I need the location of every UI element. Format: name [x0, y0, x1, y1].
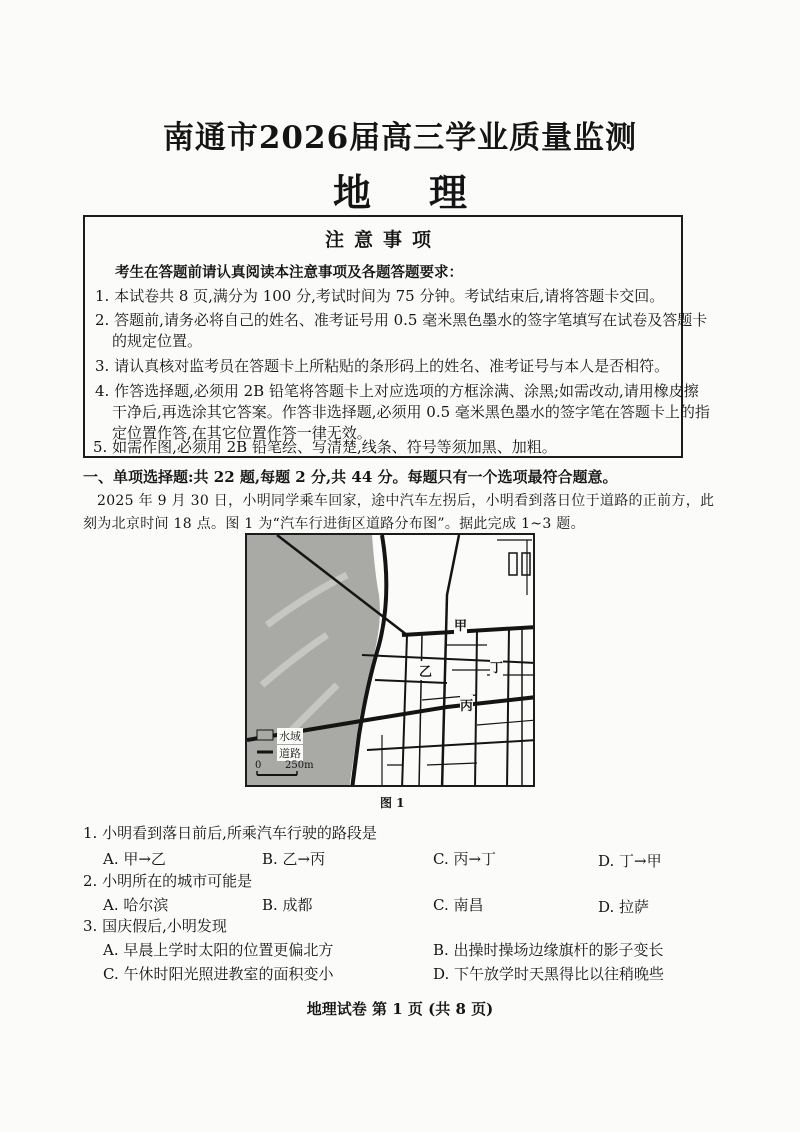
- street-ns-4: [507, 628, 509, 787]
- north-road: [442, 535, 459, 787]
- notice-item-2-cont: 的规定位置。: [112, 332, 203, 350]
- building-a: [509, 553, 517, 575]
- section-heading: 一、单项选择题:共 22 题,每题 2 分,共 44 分。每题只有一个选项最符合题意。: [83, 468, 618, 486]
- scale-zero-label: 0: [255, 760, 262, 771]
- question-2-option-b: B. 成都: [262, 896, 313, 914]
- figure-caption: 图 1: [380, 796, 405, 810]
- scale-distance-label: 250m: [285, 760, 314, 771]
- question-1-option-b: B. 乙→丙: [262, 850, 326, 868]
- notice-item-4-cont1: 干净后,再选涂其它答案。作答非选择题,必须用 0.5 毫米黑色墨水的签字笔在答题卡上的指: [112, 403, 710, 421]
- question-2-option-c: C. 南昌: [433, 896, 484, 914]
- label-yi: 乙: [419, 661, 432, 680]
- question-2-option-d: D. 拉萨: [598, 898, 650, 916]
- question-3-option-a: A. 早晨上学时太阳的位置更偏北方: [103, 941, 334, 959]
- page-footer: 地理试卷 第 1 页 (共 8 页): [306, 1000, 494, 1018]
- notice-item-3: 3. 请认真核对监考员在答题卡上所粘贴的条形码上的姓名、准考证号与本人是否相符。: [95, 357, 670, 375]
- notice-item-4: 4. 作答选择题,必须用 2B 铅笔将答题卡上对应选项的方框涂满、涂黑;如需改动,请用橡皮擦: [95, 382, 699, 400]
- notice-item-2: 2. 答题前,请务必将自己的姓名、准考证号用 0.5 毫米黑色墨水的签字笔填写在试卷及答题卡: [95, 311, 708, 329]
- question-3-option-d: D. 下午放学时天黑得比以往稍晚些: [433, 965, 665, 983]
- legend-road-label: 道路: [279, 747, 301, 760]
- building-b: [522, 553, 530, 575]
- legend-water-label: 水域: [279, 730, 301, 743]
- label-jia: 甲: [454, 615, 467, 634]
- question-3-option-c: C. 午休时阳光照进教室的面积变小: [103, 965, 334, 983]
- question-3-option-b: B. 出操时操场边缘旗杆的影子变长: [433, 941, 664, 959]
- road-south-1: [367, 740, 535, 750]
- question-1-stem: 1. 小明看到落日前后,所乘汽车行驶的路段是: [83, 824, 377, 842]
- exam-subject: 地理: [332, 170, 525, 215]
- question-stem-line-1: 2025 年 9 月 30 日，小明同学乘车回家，途中汽车左拐后，小明看到落日位于道路的正前方，此: [97, 493, 715, 509]
- road-short-1: [375, 680, 447, 683]
- question-1-option-d: D. 丁→甲: [598, 852, 662, 870]
- question-1-option-a: A. 甲→乙: [103, 850, 166, 868]
- question-2-stem: 2. 小明所在的城市可能是: [83, 872, 253, 890]
- notice-item-5: 5. 如需作图,必须用 2B 铅笔绘、写清楚,线条、符号等须加黑、加粗。: [93, 438, 557, 456]
- question-1-option-c: C. 丙→丁: [433, 850, 497, 868]
- question-3-stem: 3. 国庆假后,小明发现: [83, 917, 227, 935]
- road-jia: [402, 627, 535, 635]
- label-bing: 丙: [460, 695, 473, 714]
- street-map-figure: [245, 533, 535, 787]
- notice-item-4-cont2: 定位置作答,在其它位置作答一律无效。: [112, 424, 372, 442]
- water-area: [247, 535, 380, 787]
- notice-box: [83, 215, 710, 458]
- building-c: [497, 540, 532, 595]
- notice-item-1: 1. 本试卷共 8 页,满分为 100 分,考试时间为 75 分钟。考试结束后,请将答题卡交回。: [95, 287, 665, 305]
- label-ding: 丁: [490, 657, 503, 676]
- question-stem-line-2: 刻为北京时间 18 点。图 1 为“汽车行进街区道路分布图”。据此完成 1~3 题。: [83, 516, 585, 532]
- question-2-option-a: A. 哈尔滨: [103, 896, 169, 914]
- notice-intro: 考生在答题前请认真阅读本注意事项及各题答题要求：: [115, 264, 463, 281]
- notice-title: 注意事项: [324, 229, 441, 251]
- legend-water-swatch: [257, 730, 273, 740]
- exam-title: 南通市2026届高三学业质量监测: [162, 120, 638, 156]
